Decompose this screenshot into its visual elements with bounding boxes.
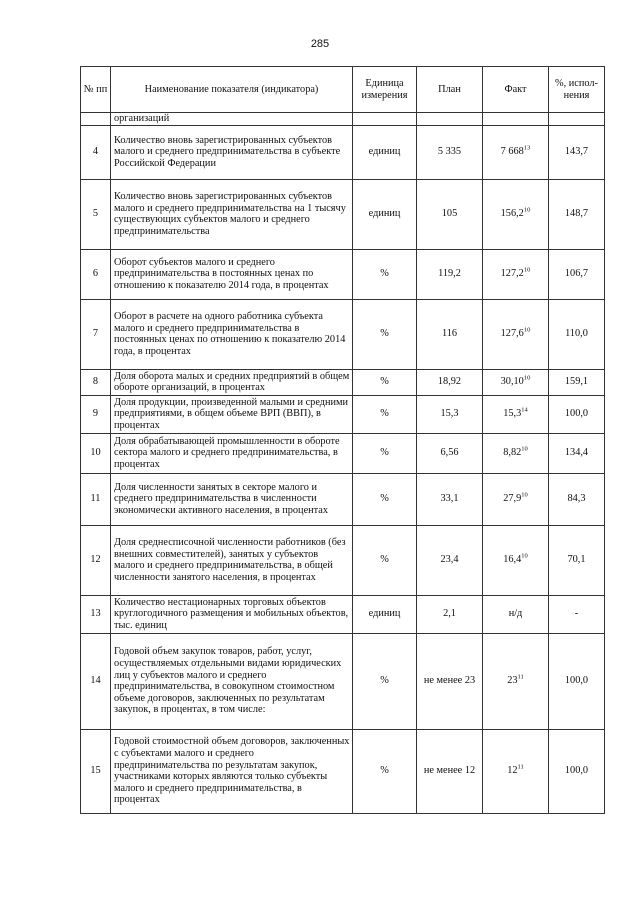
completion-percent bbox=[549, 179, 605, 249]
completion-percent bbox=[549, 125, 605, 179]
table-row bbox=[81, 633, 605, 729]
continuation-text: организаций bbox=[111, 113, 353, 126]
completion-percent bbox=[549, 729, 605, 813]
indicator-name bbox=[111, 433, 353, 473]
plan-value bbox=[417, 299, 483, 369]
row-number bbox=[81, 595, 111, 633]
fact-value bbox=[483, 299, 549, 369]
row-number-text: 11 bbox=[90, 493, 101, 505]
completion-percent bbox=[549, 595, 605, 633]
unit-of-measure-text: % bbox=[380, 675, 389, 687]
completion-percent bbox=[549, 395, 605, 433]
unit-of-measure bbox=[353, 369, 417, 395]
indicator-name-text: Доля обрабатывающей промышленности в обороте сектора малого и среднего предпринимательства, в процентах bbox=[114, 435, 340, 470]
row-number bbox=[81, 369, 111, 395]
fact-value-text: 156,2 bbox=[500, 208, 524, 220]
fact-value bbox=[483, 433, 549, 473]
fact-footnote-marker: 10 bbox=[521, 491, 528, 499]
row-number-text: 14 bbox=[90, 675, 101, 687]
fact-footnote-marker: 10 bbox=[521, 552, 528, 560]
unit-of-measure bbox=[353, 729, 417, 813]
fact-value-text: н/д bbox=[508, 608, 523, 620]
fact-value bbox=[483, 633, 549, 729]
indicator-name-text: Доля среднесписочной численности работников (без внешних совместителей), занятых у субъектов малого и среднего предпринимательства, в общей численности занятого населения, в процентах bbox=[114, 536, 346, 583]
row-number bbox=[81, 433, 111, 473]
fact-value-text: 127,6 bbox=[500, 328, 524, 340]
completion-percent bbox=[549, 299, 605, 369]
fact-value bbox=[483, 525, 549, 595]
unit-of-measure-text: % bbox=[380, 765, 389, 777]
unit-of-measure-text: % bbox=[380, 554, 389, 566]
unit-of-measure bbox=[353, 125, 417, 179]
table-row bbox=[81, 473, 605, 525]
row-number-text: 12 bbox=[90, 554, 101, 566]
table-row bbox=[81, 179, 605, 249]
indicators-table bbox=[80, 66, 605, 814]
fact-footnote-marker: 10 bbox=[523, 374, 531, 382]
completion-percent-text: 110,0 bbox=[565, 328, 588, 340]
completion-percent-text: 100,0 bbox=[564, 408, 589, 420]
header-plan: План bbox=[417, 67, 483, 113]
unit-of-measure-text: % bbox=[380, 408, 389, 420]
completion-percent-text: - bbox=[574, 608, 579, 620]
header-unit: Единица измерения bbox=[353, 67, 417, 113]
row-number bbox=[81, 179, 111, 249]
page-number: 285 bbox=[310, 38, 330, 50]
unit-of-measure-text: единиц bbox=[368, 208, 401, 220]
fact-value-text: 7 668 bbox=[500, 146, 524, 158]
unit-of-measure bbox=[353, 633, 417, 729]
indicator-name bbox=[111, 299, 353, 369]
row-number-text: 8 bbox=[92, 376, 99, 388]
indicator-name-text: Количество вновь зарегистрированных субъектов малого и среднего предпринимательства в субъекте Российской Федерации bbox=[114, 134, 341, 169]
plan-value-text: не менее 12 bbox=[423, 765, 476, 777]
plan-value-text: 2,1 bbox=[443, 608, 456, 620]
completion-percent-text: 100,0 bbox=[564, 765, 589, 777]
header-pct: %, испол-нения bbox=[549, 67, 605, 113]
completion-percent bbox=[549, 249, 605, 299]
plan-value bbox=[417, 249, 483, 299]
fact-footnote-marker: 10 bbox=[523, 326, 531, 334]
unit-of-measure-text: % bbox=[380, 328, 389, 340]
unit-of-measure-text: единиц bbox=[368, 608, 401, 620]
plan-value-text: 15,3 bbox=[440, 408, 459, 420]
fact-value-text: 12 bbox=[507, 765, 518, 777]
row-number-text: 6 bbox=[92, 268, 99, 280]
plan-value-text: не менее 23 bbox=[423, 675, 476, 687]
plan-value bbox=[417, 595, 483, 633]
continuation-row bbox=[81, 113, 605, 126]
plan-value-text: 105 bbox=[441, 208, 458, 220]
indicator-name-text: Доля численности занятых в секторе малого и среднего предпринимательства в численности экономически активного населения, в процентах bbox=[114, 481, 328, 516]
indicator-name bbox=[111, 179, 353, 249]
row-number-text: 13 bbox=[90, 608, 101, 620]
fact-value-text: 27,9 bbox=[503, 493, 522, 505]
unit-of-measure-text: % bbox=[380, 376, 389, 388]
table-header-row bbox=[81, 67, 605, 113]
completion-percent bbox=[549, 369, 605, 395]
indicator-name bbox=[111, 125, 353, 179]
plan-value-text: 33,1 bbox=[440, 493, 459, 505]
fact-value bbox=[483, 179, 549, 249]
row-number-text: 7 bbox=[92, 328, 99, 340]
completion-percent-text: 148,7 bbox=[564, 208, 589, 220]
completion-percent-text: 100,0 bbox=[564, 675, 589, 687]
row-number-text: 10 bbox=[90, 447, 101, 459]
indicator-name-text: Оборот субъектов малого и среднего предпринимательства в постоянных ценах по отношению к показателю 2014 года, в процентах bbox=[114, 256, 329, 291]
row-number bbox=[81, 125, 111, 179]
header-fact: Факт bbox=[483, 67, 549, 113]
plan-value bbox=[417, 633, 483, 729]
fact-footnote-marker: 11 bbox=[517, 673, 524, 681]
indicator-name bbox=[111, 249, 353, 299]
fact-value bbox=[483, 249, 549, 299]
table-row bbox=[81, 369, 605, 395]
table-row bbox=[81, 125, 605, 179]
fact-footnote-marker: 11 bbox=[517, 763, 524, 771]
plan-value bbox=[417, 369, 483, 395]
plan-value bbox=[417, 729, 483, 813]
plan-value-text: 6,56 bbox=[440, 447, 459, 459]
fact-value-text: 127,2 bbox=[500, 268, 524, 280]
row-number bbox=[81, 473, 111, 525]
row-number-text: 15 bbox=[90, 765, 101, 777]
fact-value-text: 15,3 bbox=[503, 408, 522, 420]
table-row bbox=[81, 249, 605, 299]
fact-value-text: 16,4 bbox=[503, 554, 522, 566]
completion-percent bbox=[549, 633, 605, 729]
header-num: № пп bbox=[81, 67, 111, 113]
fact-footnote-marker: 10 bbox=[523, 266, 531, 274]
table-row bbox=[81, 395, 605, 433]
completion-percent bbox=[549, 433, 605, 473]
completion-percent bbox=[549, 525, 605, 595]
row-number bbox=[81, 633, 111, 729]
plan-value-text: 18,92 bbox=[437, 376, 462, 388]
plan-value bbox=[417, 179, 483, 249]
plan-value-text: 5 335 bbox=[437, 146, 462, 158]
unit-of-measure bbox=[353, 525, 417, 595]
completion-percent-text: 134,4 bbox=[564, 447, 589, 459]
row-number-text: 4 bbox=[92, 146, 99, 158]
table-row bbox=[81, 433, 605, 473]
fact-value-text: 8,82 bbox=[503, 447, 522, 459]
plan-value-text: 116 bbox=[441, 328, 458, 340]
indicator-name-text: Доля продукции, произведенной малыми и средними предприятиями, в общем объеме ВРП (ВВП), в процентах bbox=[114, 396, 349, 431]
plan-value bbox=[417, 433, 483, 473]
fact-footnote-marker: 10 bbox=[523, 206, 531, 214]
completion-percent-text: 143,7 bbox=[564, 146, 589, 158]
indicator-name bbox=[111, 525, 353, 595]
row-number bbox=[81, 299, 111, 369]
completion-percent-text: 84,3 bbox=[567, 493, 586, 505]
plan-value-text: 23,4 bbox=[440, 554, 459, 566]
header-name: Наименование показателя (индикатора) bbox=[111, 67, 353, 113]
indicator-name bbox=[111, 729, 353, 813]
indicator-name-text: Годовой объем закупок товаров, работ, услуг, осуществляемых отдельными видами юридических лиц у субъектов малого и среднего предпринимательства, в совокупном стоимостном объеме договоров, заключенных по результатам закупок, в процентах, в том числе: bbox=[114, 646, 342, 716]
unit-of-measure bbox=[353, 595, 417, 633]
plan-value bbox=[417, 473, 483, 525]
row-number bbox=[81, 395, 111, 433]
fact-value bbox=[483, 369, 549, 395]
fact-value-text: 30,10 bbox=[500, 376, 524, 388]
fact-footnote-marker: 13 bbox=[523, 144, 531, 152]
fact-value bbox=[483, 729, 549, 813]
indicator-name-text: Количество вновь зарегистрированных субъектов малого и среднего предпринимательства на 1 тысячу существующих субъектов малого и среднего предпринимательства bbox=[114, 190, 346, 237]
fact-value-text: 23 bbox=[507, 675, 518, 687]
unit-of-measure bbox=[353, 473, 417, 525]
plan-value bbox=[417, 125, 483, 179]
unit-of-measure-text: единиц bbox=[368, 146, 401, 158]
unit-of-measure-text: % bbox=[380, 268, 389, 280]
fact-footnote-marker: 10 bbox=[521, 445, 528, 453]
unit-of-measure bbox=[353, 179, 417, 249]
fact-value bbox=[483, 125, 549, 179]
table-row bbox=[81, 299, 605, 369]
indicator-name bbox=[111, 473, 353, 525]
fact-value bbox=[483, 473, 549, 525]
row-number bbox=[81, 249, 111, 299]
indicator-name bbox=[111, 633, 353, 729]
fact-footnote-marker: 14 bbox=[521, 406, 528, 414]
fact-value bbox=[483, 395, 549, 433]
completion-percent-text: 106,7 bbox=[564, 268, 589, 280]
plan-value bbox=[417, 525, 483, 595]
indicator-name bbox=[111, 395, 353, 433]
plan-value-text: 119,2 bbox=[438, 268, 461, 280]
indicator-name bbox=[111, 369, 353, 395]
fact-value bbox=[483, 595, 549, 633]
completion-percent bbox=[549, 473, 605, 525]
indicator-name bbox=[111, 595, 353, 633]
unit-of-measure bbox=[353, 433, 417, 473]
table-row bbox=[81, 595, 605, 633]
indicator-name-text: Количество нестационарных торговых объектов круглогодичного размещения и мобильных объектов, тыс. единиц bbox=[114, 596, 349, 631]
plan-value bbox=[417, 395, 483, 433]
table-row bbox=[81, 525, 605, 595]
row-number-text: 9 bbox=[92, 408, 99, 420]
indicator-name-text: Доля оборота малых и средних предприятий в общем обороте организаций, в процентах bbox=[114, 370, 350, 394]
completion-percent-text: 70,1 bbox=[567, 554, 586, 566]
unit-of-measure-text: % bbox=[380, 447, 389, 459]
unit-of-measure bbox=[353, 395, 417, 433]
table-row bbox=[81, 729, 605, 813]
row-number-text: 5 bbox=[92, 208, 99, 220]
completion-percent-text: 159,1 bbox=[564, 376, 589, 388]
indicator-name-text: Годовой стоимостной объем договоров, заключенных с субъектами малого и среднего предпринимательства по результатам закупок, участниками которых являются только субъекты малого и среднего предпринимательства, в процентах bbox=[114, 736, 350, 806]
row-number bbox=[81, 729, 111, 813]
unit-of-measure bbox=[353, 299, 417, 369]
unit-of-measure bbox=[353, 249, 417, 299]
indicator-name-text: Оборот в расчете на одного работника субъекта малого и среднего предпринимательства в постоянных ценах по отношению к показателю 2014 года, в процентах bbox=[114, 310, 346, 357]
row-number bbox=[81, 525, 111, 595]
unit-of-measure-text: % bbox=[380, 493, 389, 505]
